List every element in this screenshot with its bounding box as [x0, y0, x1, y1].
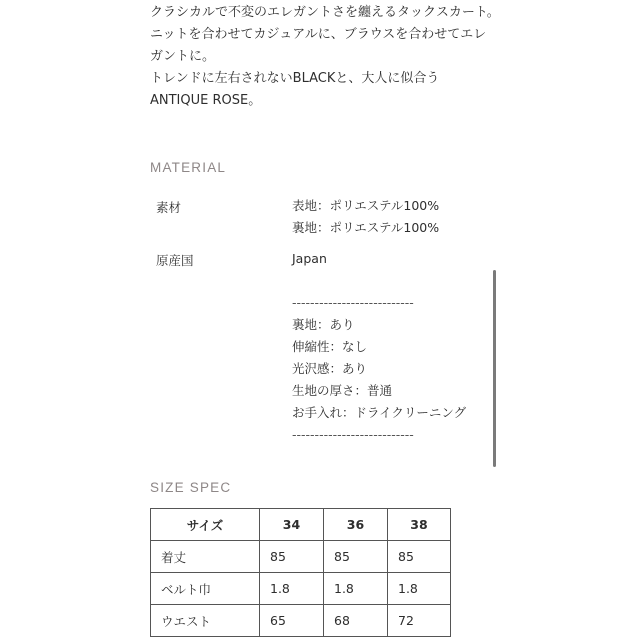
description-line: クラシカルで不変のエレガントさを纏えるタックスカート。: [150, 5, 500, 20]
notes-line: 伸縮性：なし: [292, 339, 368, 354]
table-cell: 1.8: [388, 573, 451, 605]
material-label-origin: 原産国: [156, 253, 194, 268]
notes-divider: ---------------------------: [292, 295, 414, 310]
table-cell: 85: [260, 541, 324, 573]
table-cell: 85: [324, 541, 388, 573]
table-cell: 72: [388, 605, 451, 637]
header-cell: サイズ: [151, 509, 260, 541]
material-label-fabric: 素材: [156, 200, 182, 215]
material-value-fabric: [292, 195, 439, 239]
header-cell: 36: [324, 509, 388, 541]
table-cell: 85: [388, 541, 451, 573]
size-spec-section-title: SIZE SPEC: [150, 480, 232, 495]
table-row: [151, 573, 451, 605]
notes-line: 生地の厚さ：普通: [292, 383, 393, 398]
product-description: [150, 2, 510, 112]
table-cell: 着丈: [151, 541, 260, 573]
table-row: [151, 605, 451, 637]
description-line: トレンドに左右されないBLACKと、大人に似合う: [150, 71, 440, 86]
description-line: ニットを合わせてカジュアルに、ブラウスを合わせてエレ: [150, 27, 487, 42]
notes-line: 光沢感：あり: [292, 361, 368, 376]
table-cell: 65: [260, 605, 324, 637]
material-section-title: MATERIAL: [150, 160, 227, 175]
scrollbar[interactable]: [493, 270, 496, 467]
description-line: ANTIQUE ROSE。: [150, 93, 262, 108]
table-cell: 68: [324, 605, 388, 637]
header-cell: 38: [388, 509, 451, 541]
notes-line: お手入れ：ドライクリーニング: [292, 405, 467, 420]
notes-divider: ---------------------------: [292, 427, 414, 442]
header-cell: 34: [260, 509, 324, 541]
table-cell: 1.8: [260, 573, 324, 605]
material-notes: [292, 292, 466, 446]
notes-line: 裏地：あり: [292, 317, 355, 332]
description-line: ガントに。: [150, 49, 216, 64]
table-row: [151, 541, 451, 573]
material-value-origin: [292, 248, 327, 270]
table-cell: ウエスト: [151, 605, 260, 637]
table-cell: 1.8: [324, 573, 388, 605]
size-spec-table: [150, 508, 451, 637]
table-header-row: [151, 509, 451, 541]
material-value-line: 表地：ポリエステル100%: [292, 198, 440, 213]
table-cell: ベルト巾: [151, 573, 260, 605]
material-value-line: Japan: [292, 251, 327, 266]
material-value-line: 裏地：ポリエステル100%: [292, 220, 440, 235]
